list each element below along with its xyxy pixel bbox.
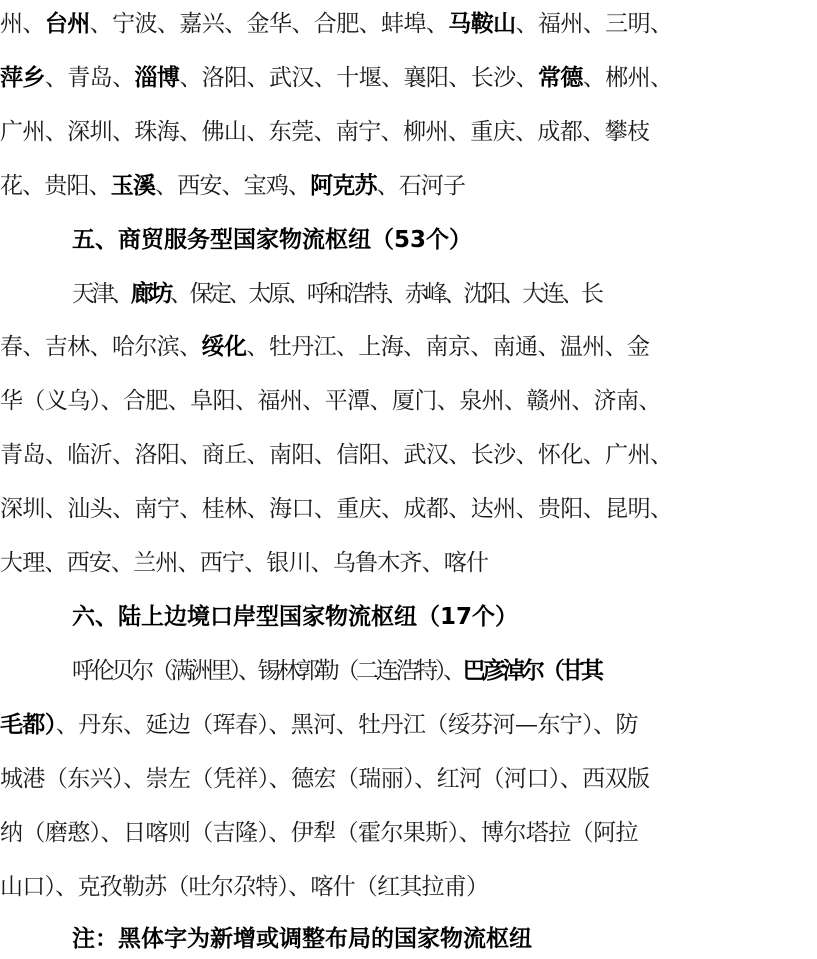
text-segment: 、宁波、嘉兴、金华、合肥、蚌埠、 — [89, 11, 449, 37]
text-segment: 、青岛、 — [44, 65, 135, 91]
text-segment: 天津、 — [72, 281, 131, 307]
text-line — [72, 274, 817, 314]
section-heading-commerce: 五、商贸服务型国家物流枢纽（53个） — [72, 227, 473, 253]
text-line — [0, 112, 817, 152]
text-line — [0, 759, 817, 799]
highlighted-hub-name: 绥化 — [201, 334, 247, 360]
text-segment: 纳（磨憨）、日喀则（吉隆）、伊犁（霍尔果斯）、博尔塔拉（阿拉 — [0, 820, 638, 846]
text-segment: 、西安、宝鸡、 — [155, 173, 311, 199]
text-segment: 花、贵阳、 — [0, 173, 111, 199]
text-line — [0, 435, 817, 475]
highlighted-hub-name: 萍乡 — [0, 65, 45, 91]
highlighted-hub-name: 常德 — [537, 65, 583, 91]
text-line — [0, 58, 817, 98]
text-segment: 深圳、汕头、南宁、桂林、海口、重庆、成都、达州、贵阳、昆明、 — [0, 496, 673, 522]
text-segment: 、洛阳、武汉、十堰、襄阳、长沙、 — [179, 65, 538, 91]
text-segment: 、石河子 — [376, 173, 466, 199]
text-line — [0, 813, 817, 853]
text-segment: 、保定、太原、呼和浩特、赤峰、沈阳、大连、长 — [169, 281, 601, 307]
text-line — [0, 4, 817, 44]
text-line — [0, 381, 817, 421]
text-line — [0, 327, 817, 367]
text-line — [0, 705, 817, 745]
highlighted-hub-name: 台州 — [44, 11, 90, 37]
text-segment: 春、吉林、哈尔滨、 — [0, 334, 202, 360]
section-heading-border-port: 六、陆上边境口岸型国家物流枢纽（17个） — [72, 604, 519, 630]
text-line — [0, 867, 817, 907]
highlighted-hub-name: 阿克苏 — [310, 173, 377, 199]
text-segment: 大理、西安、兰州、西宁、银川、乌鲁木齐、喀什 — [0, 550, 489, 576]
highlighted-hub-name: 玉溪 — [110, 173, 156, 199]
highlighted-hub-name: 廊坊 — [130, 281, 170, 307]
text-segment: 、牡丹江、上海、南京、南通、温州、金 — [246, 334, 650, 360]
text-line — [72, 651, 817, 691]
text-line — [0, 489, 817, 529]
footnote: 注：黑体字为新增或调整布局的国家物流枢纽 — [72, 926, 532, 952]
text-line — [0, 166, 817, 206]
text-line — [0, 543, 817, 583]
highlighted-hub-name: 淄博 — [134, 65, 180, 91]
text-segment: 城港（东兴）、崇左（凭祥）、德宏（瑞丽）、红河（河口）、西双版 — [0, 766, 650, 792]
text-segment: 华（义乌）、合肥、阜阳、福州、平潭、厦门、泉州、赣州、济南、 — [0, 388, 661, 414]
text-segment: 、福州、三明、 — [515, 11, 673, 37]
text-segment: 青岛、临沂、洛阳、商丘、南阳、信阳、武汉、长沙、怀化、广州、 — [0, 442, 673, 468]
text-segment: 州、 — [0, 11, 45, 37]
highlighted-hub-name: 马鞍山 — [448, 11, 516, 37]
text-segment: 广州、深圳、珠海、佛山、东莞、南宁、柳州、重庆、成都、攀枝 — [0, 119, 650, 145]
text-segment: 呼伦贝尔（满洲里）、锡林郭勒（二连浩特）、 — [72, 658, 463, 684]
text-segment: 、郴州、 — [582, 65, 673, 91]
highlighted-hub-name: 毛都） — [0, 712, 56, 738]
text-segment: 、丹东、延边（珲春）、黑河、牡丹江（绥芬河—东宁）、防 — [55, 712, 638, 738]
text-segment: 山口）、克孜勒苏（吐尔尕特）、喀什（红其拉甫） — [0, 874, 489, 900]
highlighted-hub-name: 巴彦淖尔（甘其 — [462, 658, 601, 684]
